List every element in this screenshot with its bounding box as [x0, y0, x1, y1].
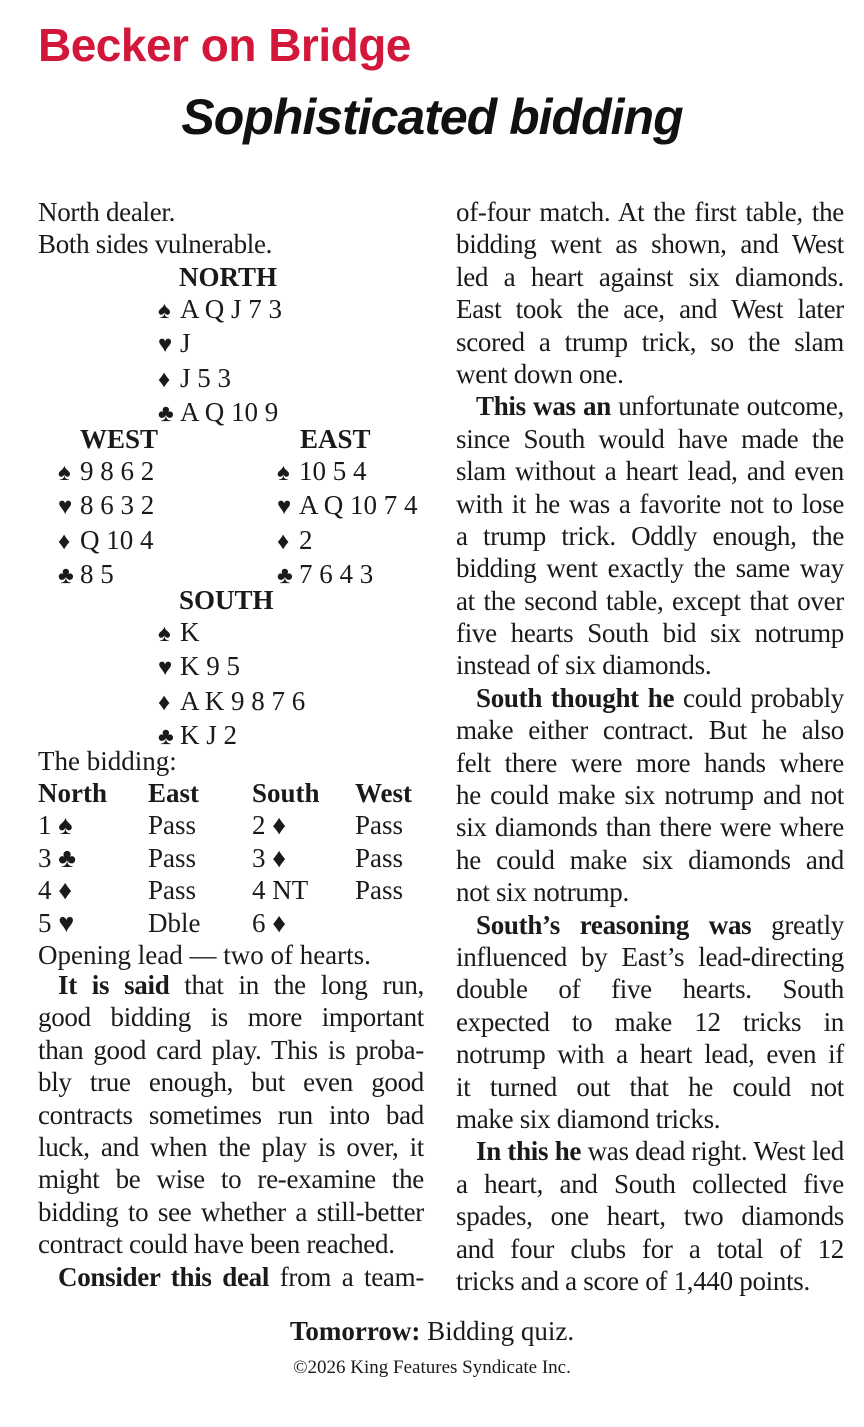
article-line [38, 1034, 424, 1066]
paragraph-lead: It is said [58, 970, 170, 1000]
bidding-header [38, 777, 430, 809]
article-line [456, 1135, 844, 1167]
bid-cell: Dble [148, 907, 201, 938]
bidding-row [38, 907, 430, 939]
paragraph-lead: This was an [476, 391, 611, 422]
spade-icon: ♠ [277, 460, 290, 486]
article-line [456, 909, 844, 941]
article-line [456, 1265, 844, 1297]
article-line [38, 1261, 424, 1293]
bid-cell: Pass [355, 842, 404, 873]
article-line [456, 1038, 844, 1070]
article-line [38, 1163, 424, 1195]
east-label: EAST [300, 424, 371, 454]
line-text: unfortunate outcome, [610, 391, 844, 422]
heart-icon: ♥ [277, 494, 292, 521]
article-line [456, 1006, 844, 1038]
article-line [38, 1099, 424, 1131]
line-text: he could make six diamonds and [456, 844, 844, 875]
diamond-icon: ♦ [158, 366, 171, 393]
spade-icon: ♠ [158, 298, 171, 324]
article-line [456, 1168, 844, 1200]
club-icon: ♣ [58, 563, 74, 590]
line-text: influenced by East’s lead-directing [456, 941, 844, 972]
line-text: contract could have been reached. [38, 1229, 395, 1260]
line-text: tricks and a score of 1,440 points. [456, 1265, 810, 1296]
spade-icon: ♠ [158, 621, 171, 647]
south-suits [158, 616, 305, 754]
line-text: of-four match. At the first table, the [456, 197, 844, 227]
bid-cell: 2 ♦ [252, 810, 287, 841]
article-line [456, 714, 844, 746]
line-text: expected to make 12 tricks in [456, 1006, 844, 1037]
west-clubs: 8 5 [80, 559, 114, 590]
article-line [456, 973, 844, 1005]
line-text: scored a trump trick, so the slam [456, 326, 844, 357]
club-icon: ♣ [158, 401, 174, 428]
diamond-icon: ♦ [58, 528, 71, 555]
west-label: WEST [80, 424, 159, 454]
article-line [456, 390, 844, 422]
headline: Sophisticated bidding [181, 89, 683, 145]
bid-cell: 3 ♣ [38, 842, 76, 873]
line-text: might be wise to re-examine the [38, 1164, 424, 1195]
article-line [456, 358, 844, 390]
east-hearts: A Q 10 7 4 [299, 490, 418, 521]
south-clubs: K J 2 [180, 720, 238, 751]
line-text: bidding went exactly the same way [456, 553, 844, 584]
bidding-intro: The bidding: [38, 746, 177, 776]
north-hearts: J [180, 328, 191, 359]
line-text: contracts sometimes run into bad [38, 1099, 424, 1130]
bidding-table [38, 777, 430, 971]
article-line [456, 196, 844, 228]
dealer-line: North dealer. [38, 197, 176, 227]
bid-header-west: West [355, 778, 412, 808]
north-spades: A Q J 7 3 [180, 294, 283, 324]
copyright: ©2026 King Features Syndicate Inc. [293, 1357, 571, 1378]
article-line [456, 779, 844, 811]
article-line [456, 844, 844, 876]
paragraph-lead: In this he [476, 1136, 582, 1167]
article-line [38, 969, 424, 1001]
line-text: it turned out that he could not [456, 1071, 844, 1102]
diamond-icon: ♦ [158, 689, 171, 716]
opening-lead [38, 939, 430, 971]
heart-icon: ♥ [158, 332, 173, 359]
south-label-wrap [179, 584, 274, 616]
west-suits [58, 455, 154, 593]
article-line [38, 1001, 424, 1033]
bid-cell: 4 NT [252, 875, 309, 906]
article-line [456, 228, 844, 260]
bid-cell: 4 ♦ [38, 875, 73, 906]
bid-cell: Pass [148, 875, 197, 906]
south-diamonds: A K 9 8 7 6 [180, 685, 306, 716]
footer-text: Bidding quiz. [420, 1316, 575, 1346]
south-spades: K [180, 617, 200, 647]
west-spades: 9 8 6 2 [80, 456, 155, 486]
line-text: he could make six notrump and not [456, 780, 844, 811]
north-clubs: A Q 10 9 [180, 397, 279, 428]
line-text: felt there were more hands where [456, 747, 844, 778]
bid-cell: 3 ♦ [252, 842, 287, 873]
article-line [456, 261, 844, 293]
article-line [456, 293, 844, 325]
line-text: double of five hearts. South [456, 974, 844, 1005]
article-line [456, 423, 844, 455]
vulnerability-line: Both sides vulnerable. [38, 229, 273, 260]
line-text: a heart, and South collected five [456, 1168, 844, 1199]
masthead: Becker on Bridge [38, 19, 411, 71]
line-text: East took the ace, and West later [456, 294, 844, 325]
line-text: and four clubs for a total of 12 [456, 1233, 844, 1264]
diamond-icon: ♦ [277, 528, 290, 555]
south-label: SOUTH [179, 585, 274, 615]
line-text: instead of six diamonds. [456, 650, 712, 681]
heart-icon: ♥ [158, 655, 173, 682]
spade-icon: ♠ [58, 460, 71, 486]
line-text: bly true enough, but even good [38, 1067, 424, 1098]
line-text: at the second table, except that over [456, 585, 844, 616]
article-line [456, 876, 844, 908]
bidding-row [38, 842, 430, 874]
bid-cell: 6 ♦ [252, 907, 287, 938]
article-line [456, 941, 844, 973]
article-line [456, 488, 844, 520]
east-spades: 10 5 4 [299, 456, 367, 486]
article-line [456, 1071, 844, 1103]
footer-lead: Tomorrow: [289, 1316, 421, 1346]
line-text: greatly [751, 909, 845, 940]
west-diamonds: Q 10 4 [80, 524, 154, 555]
east-suits [277, 455, 418, 593]
line-text: could probably [674, 682, 844, 713]
article-line [456, 649, 844, 681]
line-text: from a team- [269, 1261, 425, 1292]
article-line [38, 1228, 424, 1260]
right-article [456, 196, 844, 1297]
bid-header-east: East [148, 778, 200, 808]
line-text: five hearts South bid six notrump [456, 618, 844, 649]
bid-cell: Pass [148, 810, 197, 841]
line-text: make six diamond tricks. [456, 1103, 721, 1134]
paragraph-lead: Consider this deal [58, 1261, 270, 1292]
line-text: was dead right. West led [581, 1136, 844, 1167]
north-suits [158, 293, 282, 431]
article-line [456, 552, 844, 584]
article-line [456, 520, 844, 552]
line-text: than good card play. This is proba- [38, 1034, 424, 1065]
left-article [38, 969, 424, 1293]
line-text: notrump with a heart lead, even if [456, 1039, 844, 1070]
line-text: led a heart against six diamonds. [456, 261, 844, 292]
line-text: bidding went as shown, and West [456, 229, 844, 260]
club-icon: ♣ [158, 724, 174, 751]
bid-cell: Pass [148, 842, 197, 873]
article-line [456, 326, 844, 358]
bid-cell: 5 ♥ [38, 907, 75, 938]
south-hearts: K 9 5 [180, 651, 240, 682]
line-text: good bidding is more important [38, 1002, 424, 1033]
heart-icon: ♥ [58, 494, 73, 521]
west-label-wrap [80, 423, 158, 455]
line-text: six diamonds than there were where [456, 812, 844, 843]
article-line [38, 1066, 424, 1098]
line-text: that in the long run, [169, 970, 424, 1000]
line-text: a trump trick. Oddly enough, the [456, 520, 844, 551]
line-text: spades, one heart, two diamonds [456, 1201, 844, 1232]
west-hearts: 8 6 3 2 [80, 490, 155, 521]
bid-cell: Pass [355, 875, 404, 906]
line-text: not six notrump. [456, 877, 629, 908]
bid-cell: 1 ♠ [38, 810, 73, 841]
east-label-wrap [300, 423, 371, 455]
line-text: since South would have made the [456, 423, 844, 454]
bid-cell: Pass [355, 810, 404, 841]
article-line [38, 1196, 424, 1228]
bidding-row [38, 874, 430, 906]
article-line [456, 1233, 844, 1265]
line-text: bidding to see whether a still-better [38, 1196, 424, 1227]
line-text: luck, and when the play is over, it [38, 1131, 424, 1162]
line-text: slam without a heart lead, and even [456, 456, 844, 487]
line-text: with it he was a favorite not to lose [456, 488, 844, 519]
bid-header-north: North [38, 778, 107, 808]
article-line [456, 617, 844, 649]
bidding-intro-wrap [38, 745, 177, 777]
article-line [456, 1200, 844, 1232]
east-diamonds: 2 [299, 524, 313, 555]
article-line [456, 811, 844, 843]
club-icon: ♣ [277, 563, 293, 590]
left-column [38, 196, 430, 261]
article-line [38, 1131, 424, 1163]
paragraph-lead: South’s reasoning was [476, 909, 752, 940]
bid-header-south: South [252, 778, 320, 808]
north-diamonds: J 5 3 [180, 362, 232, 393]
line-text: went down one. [456, 358, 624, 389]
paragraph-lead: South thought he [476, 682, 675, 713]
bidding-row [38, 809, 430, 841]
north-hand [179, 261, 277, 293]
article-line [456, 1103, 844, 1135]
line-text: make either contract. But he also [456, 715, 844, 746]
north-label: NORTH [179, 262, 278, 292]
footer [0, 1316, 864, 1347]
east-clubs: 7 6 4 3 [299, 559, 374, 590]
article-line [456, 455, 844, 487]
opening-lead-text: Opening lead — two of hearts. [38, 939, 371, 970]
article-line [456, 585, 844, 617]
article-line [456, 682, 844, 714]
article-line [456, 747, 844, 779]
